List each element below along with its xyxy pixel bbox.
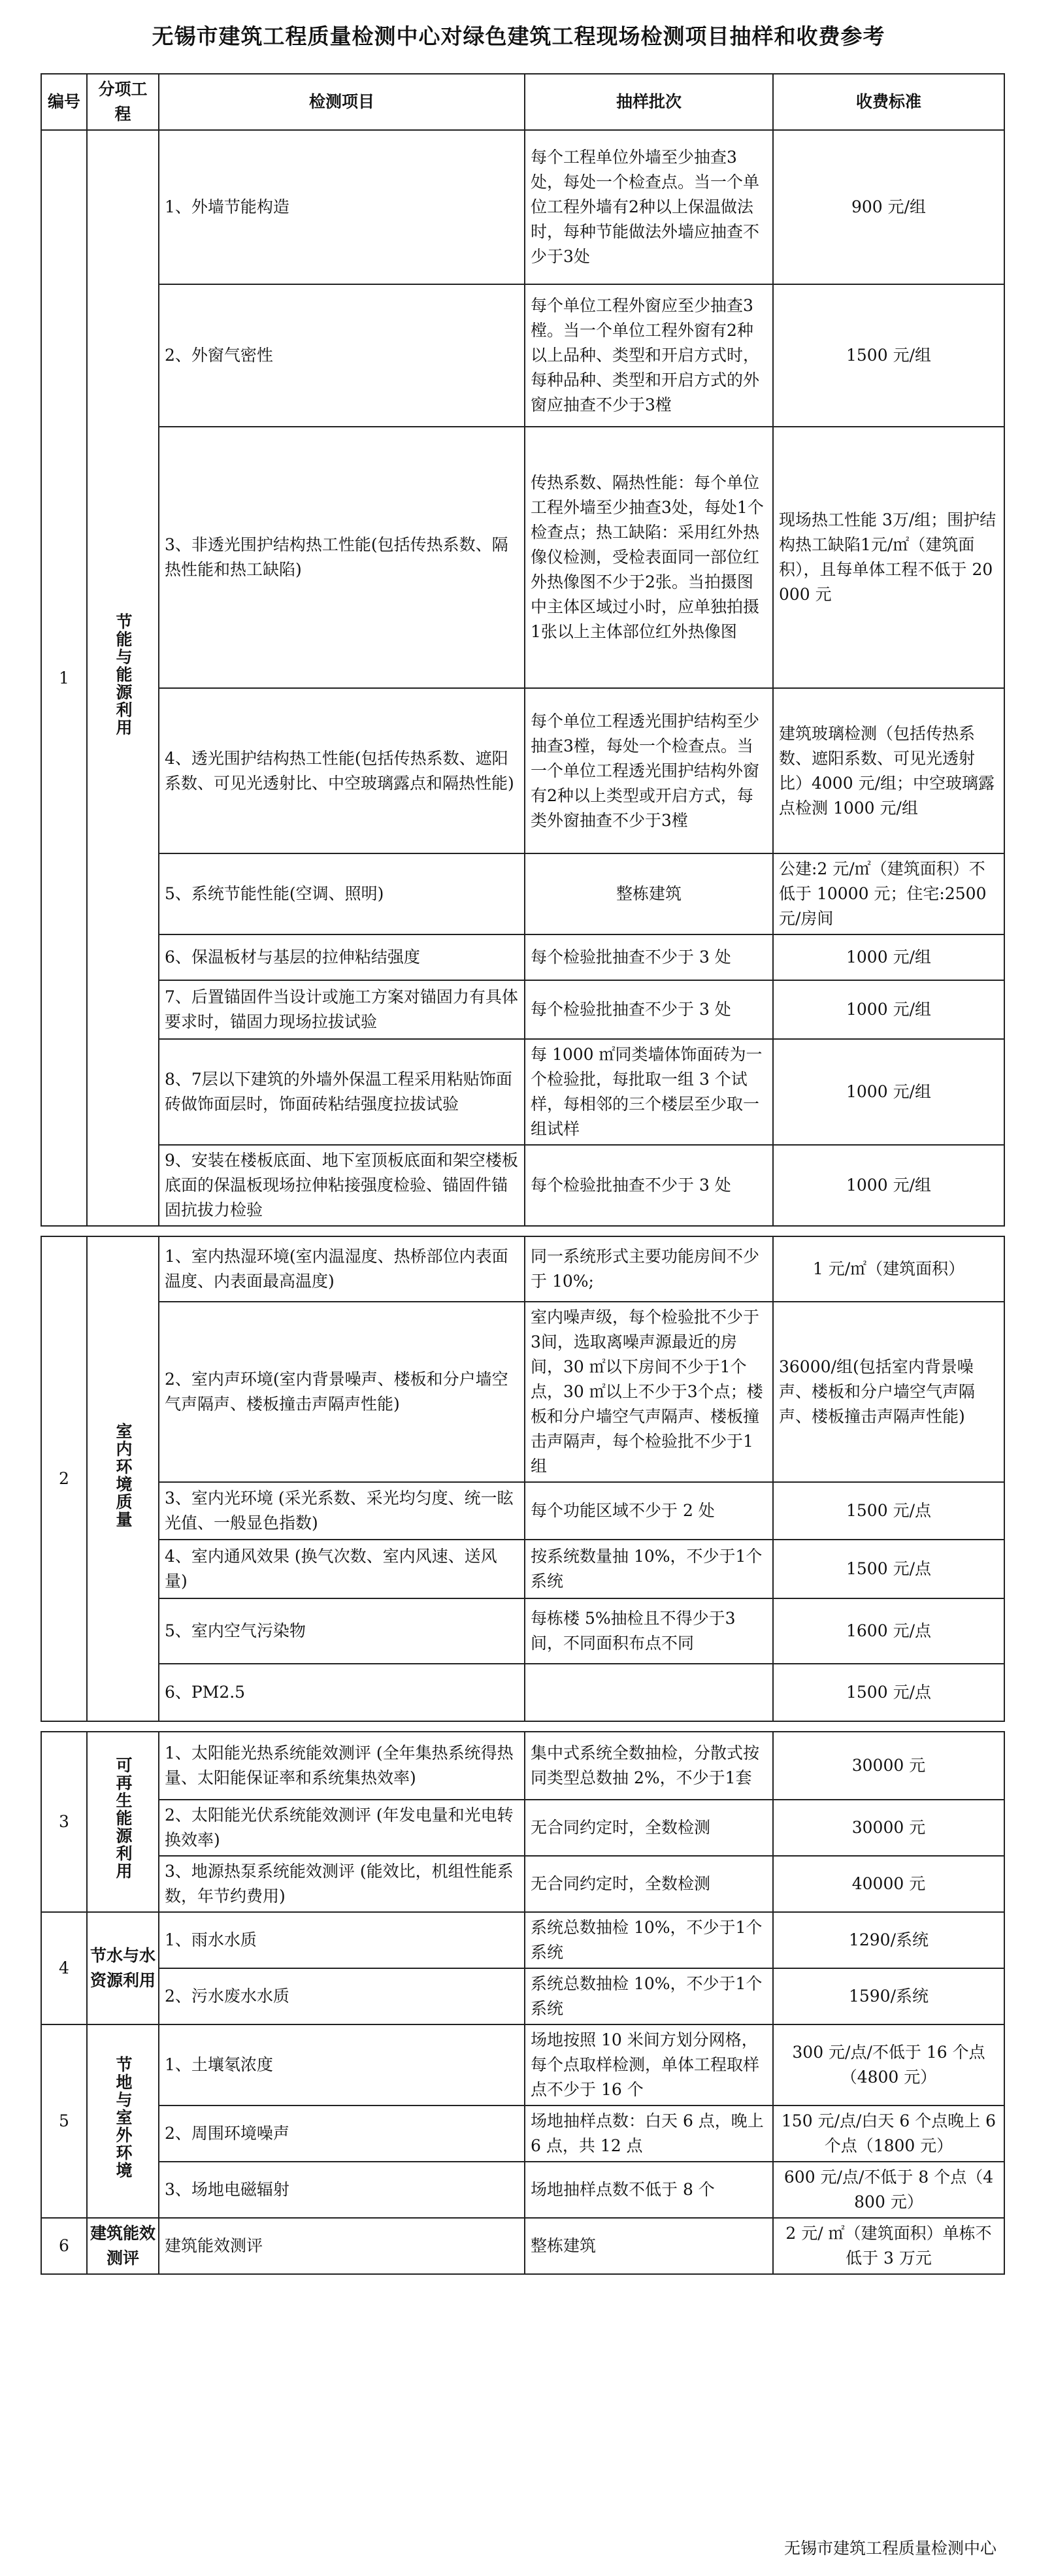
cell-fee: 1290/系统 (773, 1912, 1004, 1968)
cell-fee: 900 元/组 (773, 130, 1004, 284)
cell-item: 6、保温板材与基层的拉伸粘结强度 (159, 934, 525, 980)
group-number: 6 (41, 2218, 87, 2274)
table-row (41, 284, 1004, 427)
cell-batch: 无合同约定时，全数检测 (525, 1800, 773, 1856)
header-fee: 收费标准 (773, 74, 1004, 130)
cell-fee: 1590/系统 (773, 1968, 1004, 2024)
table-row (41, 427, 1004, 688)
table-row (41, 2105, 1004, 2162)
cell-fee: 现场热工性能 3万/组；围护结构热工缺陷1元/㎡（建筑面积），且每单体工程不低于 20000 元 (773, 427, 1004, 688)
cell-fee: 1000 元/组 (773, 1145, 1004, 1226)
cell-batch: 每个检验批抽查不少于 3 处 (525, 934, 773, 980)
cell-batch: 每个检验批抽查不少于 3 处 (525, 1145, 773, 1226)
cell-fee: 30000 元 (773, 1800, 1004, 1856)
group-category-label: 节水与水资源利用 (90, 1946, 156, 1990)
group-category (87, 1236, 159, 1721)
table-row (41, 1482, 1004, 1540)
table-row (41, 2162, 1004, 2218)
cell-item: 3、室内光环境 (采光系数、采光均匀度、统一眩光值、一般显色指数) (159, 1482, 525, 1540)
cell-batch: 场地抽样点数：白天 6 点，晚上 6 点，共 12 点 (525, 2105, 773, 2162)
cell-fee: 1500 元/点 (773, 1664, 1004, 1721)
cell-batch: 每个单位工程外窗应至少抽查3樘。当一个单位工程外窗有2种以上品种、类型和开启方式时，每种品种、类型和开启方式的外窗应抽查不少于3樘 (525, 284, 773, 427)
cell-item: 9、安装在楼板底面、地下室顶板底面和架空楼板底面的保温板现场拉伸粘接强度检验、锚固件锚固抗拔力检验 (159, 1145, 525, 1226)
document-title: 无锡市建筑工程质量检测中心对绿色建筑工程现场检测项目抽样和收费参考 (152, 24, 885, 49)
table-row (41, 1236, 1004, 1302)
cell-item: 6、PM2.5 (159, 1664, 525, 1721)
group-category-label: 可再生能源利用 (114, 1757, 133, 1880)
table-row (41, 1145, 1004, 1226)
table-row (41, 1302, 1004, 1482)
table-row (41, 130, 1004, 284)
cell-item: 1、雨水水质 (159, 1912, 525, 1968)
cell-item: 5、室内空气污染物 (159, 1598, 525, 1664)
cell-batch: 每 1000 ㎡同类墙体饰面砖为一个检验批，每批取一组 3 个试样，每相邻的三个楼层至少取一组试样 (525, 1039, 773, 1145)
group-category (87, 130, 159, 1226)
cell-item: 2、污水废水水质 (159, 1968, 525, 2024)
cell-item: 3、地源热泵系统能效测评 (能效比，机组性能系数，年节约费用) (159, 1856, 525, 1912)
cell-batch: 每个工程单位外墙至少抽查3处，每处一个检查点。当一个单位工程外墙有2种以上保温做法时，每种节能做法外墙应抽查不少于3处 (525, 130, 773, 284)
table-row (41, 1800, 1004, 1856)
cell-item: 2、外窗气密性 (159, 284, 525, 427)
header-no: 编号 (41, 74, 87, 130)
group-category-label: 节能与能源利用 (114, 612, 133, 736)
cell-batch: 每个功能区域不少于 2 处 (525, 1482, 773, 1540)
table-body (41, 130, 1004, 2274)
cell-fee: 150 元/点/白天 6 个点晚上 6 个点（1800 元） (773, 2105, 1004, 2162)
cell-batch: 每栋楼 5%抽检且不得少于3间，不同面积布点不同 (525, 1598, 773, 1664)
cell-item: 1、室内热湿环境(室内温湿度、热桥部位内表面温度、内表面最高温度) (159, 1236, 525, 1302)
table-row (41, 1856, 1004, 1912)
cell-fee: 40000 元 (773, 1856, 1004, 1912)
header-batch: 抽样批次 (525, 74, 773, 130)
table-row (41, 1039, 1004, 1145)
group-number: 2 (41, 1236, 87, 1721)
cell-fee: 建筑玻璃检测（包括传热系数、遮阳系数、可见光透射比）4000 元/组；中空玻璃露点检测 1000 元/组 (773, 688, 1004, 853)
cell-fee: 1000 元/组 (773, 934, 1004, 980)
table-row (41, 1664, 1004, 1721)
cell-item: 2、太阳能光伏系统能效测评 (年发电量和光电转换效率) (159, 1800, 525, 1856)
cell-batch: 整栋建筑 (525, 853, 773, 934)
cell-fee: 1600 元/点 (773, 1598, 1004, 1664)
group-category-label: 建筑能效测评 (90, 2224, 156, 2268)
cell-fee: 36000/组(包括室内背景噪声、楼板和分户墙空气声隔声、楼板撞击声隔声性能) (773, 1302, 1004, 1482)
cell-fee: 1000 元/组 (773, 980, 1004, 1039)
table-row (41, 1540, 1004, 1598)
cell-batch: 同一系统形式主要功能房间不少于 10%; (525, 1236, 773, 1302)
cell-fee: 600 元/点/不低于 8 个点（4800 元） (773, 2162, 1004, 2218)
table-row (41, 1732, 1004, 1800)
table-row (41, 2024, 1004, 2105)
cell-fee: 1500 元/点 (773, 1482, 1004, 1540)
cell-item: 1、土壤氡浓度 (159, 2024, 525, 2105)
cell-item: 3、场地电磁辐射 (159, 2162, 525, 2218)
cell-fee: 1500 元/组 (773, 284, 1004, 427)
cell-fee: 30000 元 (773, 1732, 1004, 1800)
cell-batch: 整栋建筑 (525, 2218, 773, 2274)
table-row (41, 1968, 1004, 2024)
table-row (41, 2218, 1004, 2274)
header-category: 分项工程 (87, 74, 159, 130)
cell-fee: 公建:2 元/㎡（建筑面积）不低于 10000 元；住宅:2500 元/房间 (773, 853, 1004, 934)
group-number: 1 (41, 130, 87, 1226)
cell-item: 4、室内通风效果 (换气次数、室内风速、送风量) (159, 1540, 525, 1598)
cell-fee: 1500 元/点 (773, 1540, 1004, 1598)
cell-batch: 系统总数抽检 10%，不少于1个系统 (525, 1968, 773, 2024)
cell-item: 5、系统节能性能(空调、照明) (159, 853, 525, 934)
cell-item: 2、周围环境噪声 (159, 2105, 525, 2162)
header-item: 检测项目 (159, 74, 525, 130)
table-row (41, 1598, 1004, 1664)
cell-fee: 300 元/点/不低于 16 个点（4800 元） (773, 2024, 1004, 2105)
group-category (87, 2024, 159, 2218)
cell-item: 1、外墙节能构造 (159, 130, 525, 284)
cell-batch: 场地按照 10 米间方划分网格，每个点取样检测，单体工程取样点不少于 16 个 (525, 2024, 773, 2105)
cell-item: 1、太阳能光热系统能效测评 (全年集热系统得热量、太阳能保证率和系统集热效率) (159, 1732, 525, 1800)
table-row (41, 1912, 1004, 1968)
table-row (41, 934, 1004, 980)
group-category-label: 节地与室外环境 (114, 2056, 133, 2179)
group-category (87, 1732, 159, 1912)
cell-batch: 传热系数、隔热性能：每个单位工程外墙至少抽查3处，每处1个检查点；热工缺陷：采用红外热像仪检测，受检表面同一部位红外热像图不少于2张。当拍摄图中主体区域过小时，应单独拍摄1张以上主体部位红外热像图 (525, 427, 773, 688)
fee-table (41, 73, 1005, 2275)
cell-item: 4、透光围护结构热工性能(包括传热系数、遮阳系数、可见光透射比、中空玻璃露点和隔热性能) (159, 688, 525, 853)
cell-batch: 室内噪声级，每个检验批不少于3间，选取离噪声源最近的房间，30 ㎡以下房间不少于1个点，30 ㎡以上不少于3个点；楼板和分户墙空气声隔声、楼板撞击声隔声，每个检验批不少于1组 (525, 1302, 773, 1482)
cell-fee: 1000 元/组 (773, 1039, 1004, 1145)
cell-batch: 每个单位工程透光围护结构至少抽查3樘，每处一个检查点。当一个单位工程透光围护结构外窗有2种以上类型或开启方式，每类外窗抽查不少于3樘 (525, 688, 773, 853)
table-row (41, 688, 1004, 853)
group-spacer (41, 1721, 1004, 1732)
footer-org: 无锡市建筑工程质量检测中心 (783, 2539, 996, 2558)
cell-item: 8、7层以下建筑的外墙外保温工程采用粘贴饰面砖做饰面层时，饰面砖粘结强度拉拔试验 (159, 1039, 525, 1145)
cell-item: 建筑能效测评 (159, 2218, 525, 2274)
table-header-row (41, 74, 1004, 130)
cell-batch: 每个检验批抽查不少于 3 处 (525, 980, 773, 1039)
cell-batch (525, 1664, 773, 1721)
group-category (87, 1912, 159, 2024)
cell-fee: 1 元/㎡（建筑面积） (773, 1236, 1004, 1302)
cell-fee: 2 元/ ㎡（建筑面积）单栋不低于 3 万元 (773, 2218, 1004, 2274)
table-row (41, 980, 1004, 1039)
group-spacer (41, 1226, 1004, 1236)
cell-item: 7、后置锚固件当设计或施工方案对锚固力有具体要求时，锚固力现场拉拔试验 (159, 980, 525, 1039)
cell-batch: 集中式系统全数抽检，分散式按同类型总数抽 2%，不少于1套 (525, 1732, 773, 1800)
group-number: 3 (41, 1732, 87, 1912)
group-number: 4 (41, 1912, 87, 2024)
cell-item: 3、非透光围护结构热工性能(包括传热系数、隔热性能和热工缺陷) (159, 427, 525, 688)
cell-item: 2、室内声环境(室内背景噪声、楼板和分户墙空气声隔声、楼板撞击声隔声性能) (159, 1302, 525, 1482)
cell-batch: 系统总数抽检 10%，不少于1个系统 (525, 1912, 773, 1968)
cell-batch: 场地抽样点数不低于 8 个 (525, 2162, 773, 2218)
cell-batch: 无合同约定时，全数检测 (525, 1856, 773, 1912)
cell-batch: 按系统数量抽 10%，不少于1个系统 (525, 1540, 773, 1598)
table-row (41, 853, 1004, 934)
group-category (87, 2218, 159, 2274)
group-number: 5 (41, 2024, 87, 2218)
group-category-label: 室内环境质量 (114, 1422, 133, 1528)
